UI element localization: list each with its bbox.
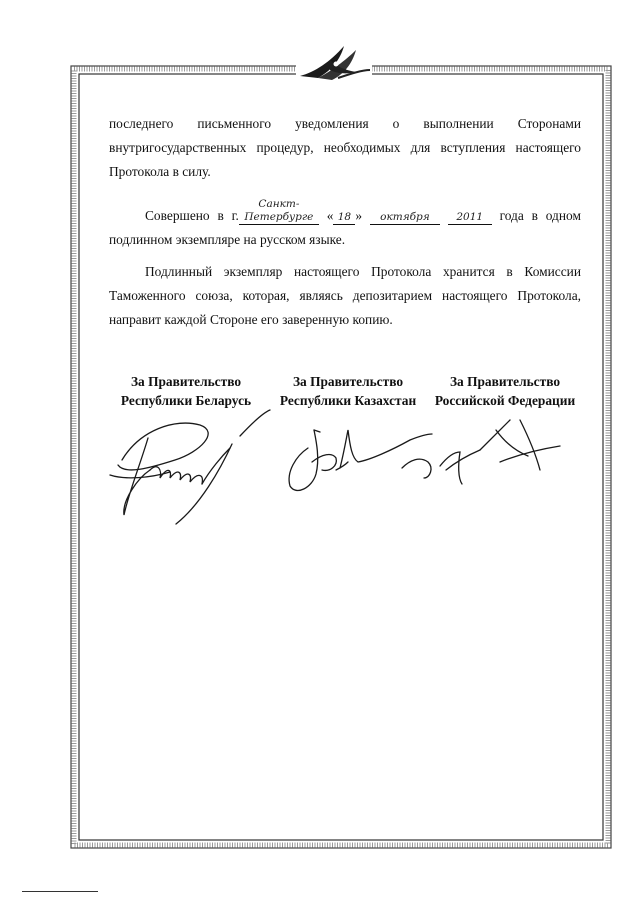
signatory-kazakhstan [268, 372, 428, 410]
signatory-russia-line2: Российской Федерации [434, 393, 576, 408]
paragraph-2 [109, 198, 581, 252]
signatory-kazakhstan-line2: Республики Казахстан [279, 393, 417, 408]
handwritten-day: 18 [333, 211, 355, 225]
signatory-belarus-line1: За Правительство [130, 374, 242, 389]
completed-in-label: Совершено в г. [145, 208, 239, 223]
handwritten-month: октября [370, 211, 440, 225]
handwritten-year: 2011 [448, 211, 492, 225]
signatory-belarus-line2: Республики Беларусь [120, 393, 252, 408]
paragraph-1-text: последнего письменного уведомления о выполнении Сторонами внутригосударственных процедур, необходимых для вступления настоящего Протокола в силу. [109, 116, 581, 179]
quote-open: « [326, 208, 334, 223]
handwritten-city: Санкт-Петербурге [239, 198, 319, 225]
signatory-belarus [106, 372, 266, 410]
quote-close: » [355, 208, 363, 223]
signatory-kazakhstan-line1: За Правительство [292, 374, 404, 389]
paragraph-3-text: Подлинный экземпляр настоящего Протокола хранится в Комиссии Таможенного союза, которая, являясь депозитарием настоящего Протокола, направит каждой Стороне его заверенную копию. [109, 264, 581, 327]
completed-suffix-text: года в одном подлинном экземпляре на русском языке. [109, 208, 581, 247]
signatory-russia-line1: За Правительство [449, 374, 561, 389]
footnote-rule [22, 891, 98, 892]
signatory-russia [425, 372, 585, 410]
paragraph-3 [109, 260, 581, 332]
paragraph-1 [109, 112, 581, 184]
